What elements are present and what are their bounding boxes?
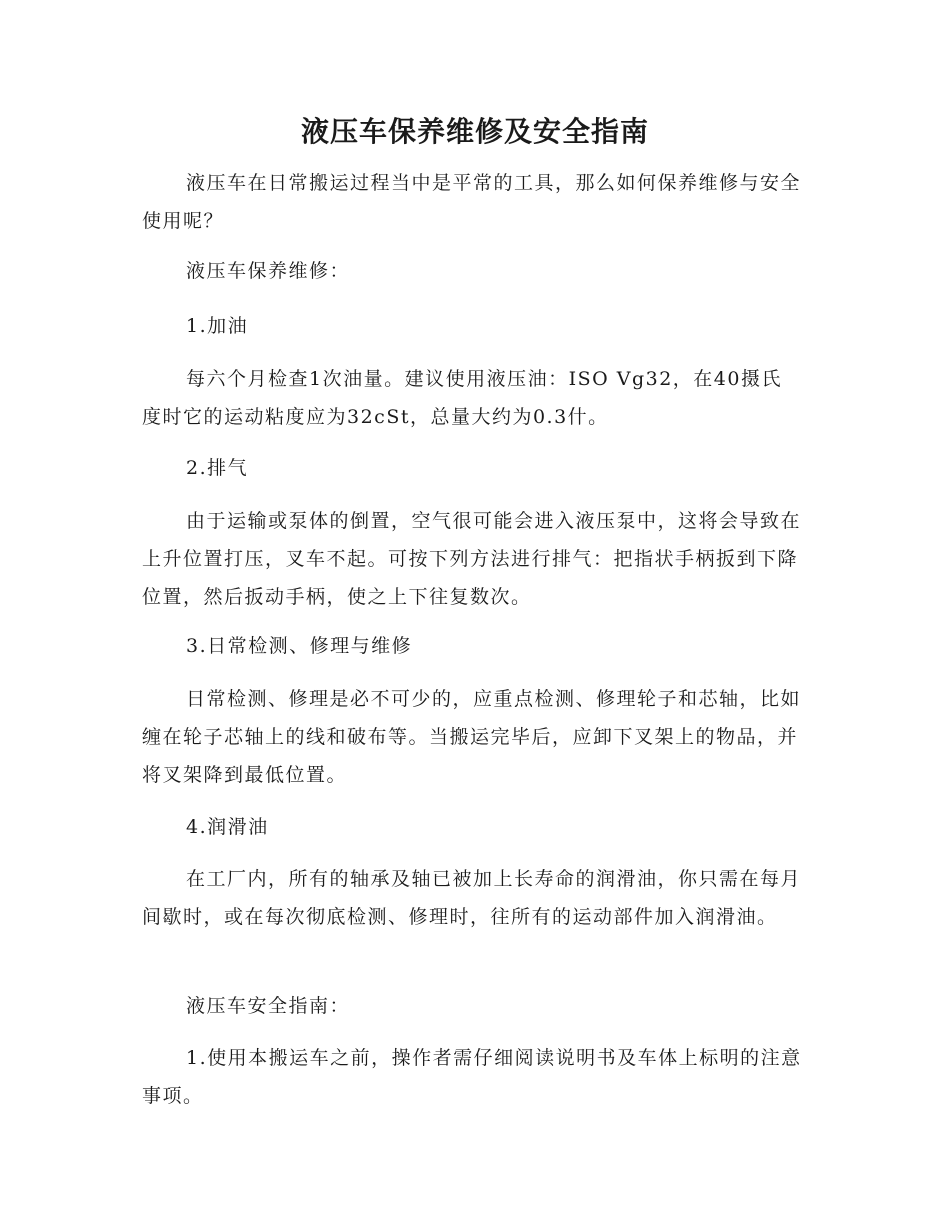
item-heading-exhaust: 2.排气: [186, 457, 249, 479]
section-heading-safety: 液压车安全指南：: [186, 995, 351, 1017]
paragraph-refuel: 每六个月检查1次油量。建议使用液压油：ISO Vg32，在40摄氏度时它的运动粘度应为32cSt，总量大约为0.3什。: [142, 368, 782, 428]
item-heading-daily-inspection: 3.日常检测、修理与维修: [186, 635, 413, 657]
intro-paragraph: 液压车在日常搬运过程当中是平常的工具，那么如何保养维修与安全使用呢？: [142, 172, 802, 232]
item-heading-refuel: 1.加油: [186, 315, 249, 337]
paragraph-daily-inspection: 日常检测、修理是必不可少的，应重点检测、修理轮子和芯轴，比如缠在轮子芯轴上的线和破布等。当搬运完毕后，应卸下叉架上的物品，并将叉架降到最低位置。: [142, 688, 802, 786]
item-heading-lubrication: 4.润滑油: [186, 816, 269, 838]
paragraph-exhaust: 由于运输或泵体的倒置，空气很可能会进入液压泵中，这将会导致在上升位置打压，叉车不起。可按下列方法进行排气：把指状手柄扳到下降位置，然后扳动手柄，使之上下往复数次。: [142, 510, 802, 608]
paragraph-safety-1: 1.使用本搬运车之前，操作者需仔细阅读说明书及车体上标明的注意事项。: [142, 1047, 802, 1107]
paragraph-lubrication: 在工厂内，所有的轴承及轴已被加上长寿命的润滑油，你只需在每月间歇时，或在每次彻底检测、修理时，往所有的运动部件加入润滑油。: [142, 868, 802, 928]
document-title: 液压车保养维修及安全指南: [300, 115, 649, 148]
section-heading-maintenance: 液压车保养维修：: [186, 260, 351, 282]
